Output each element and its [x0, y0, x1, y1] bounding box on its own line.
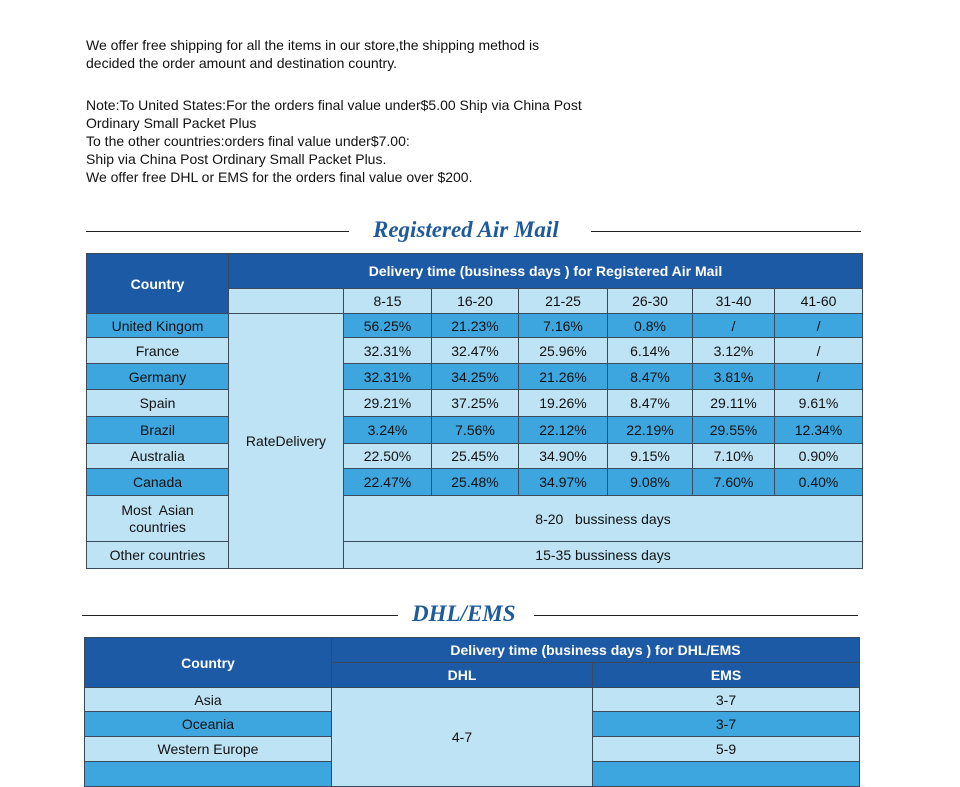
- ems-cell: 3-7: [593, 688, 860, 712]
- rate-cell: 7.56%: [432, 417, 519, 444]
- rate-cell: 22.19%: [608, 417, 693, 444]
- country-cell: United Kingom: [87, 314, 229, 338]
- delivery-header: Delivery time (business days ) for DHL/EMS: [332, 638, 860, 663]
- rate-cell: 6.14%: [608, 338, 693, 364]
- table-row: [87, 496, 863, 542]
- ems-cell: 5-9: [593, 737, 860, 762]
- rate-cell: /: [775, 338, 863, 364]
- range-header: 8-15: [344, 289, 432, 314]
- intro-line: We offer free shipping for all the items in our store,the shipping method is: [86, 37, 540, 53]
- rate-cell: 22.12%: [519, 417, 608, 444]
- note-line: To the other countries:orders final value under$7.00:: [86, 133, 410, 149]
- dhl-value: 4-7: [332, 688, 593, 787]
- rate-cell: 37.25%: [432, 390, 519, 417]
- dhl-column-header: DHL: [332, 663, 593, 688]
- note-line: We offer free DHL or EMS for the orders final value over $200.: [86, 169, 473, 185]
- divider-line: [591, 231, 861, 232]
- rate-delivery-label: RateDelivery: [229, 314, 344, 569]
- country-cell: France: [87, 338, 229, 364]
- dhl-heading: [82, 601, 858, 631]
- divider-line: [534, 615, 858, 616]
- rate-cell: 0.8%: [608, 314, 693, 338]
- rate-cell: 32.31%: [344, 338, 432, 364]
- country-cell-partial: [85, 762, 332, 787]
- asian-line: Most Asian: [121, 501, 194, 518]
- rate-cell: 29.11%: [693, 390, 775, 417]
- country-cell: Canada: [87, 469, 229, 496]
- rate-cell: 32.47%: [432, 338, 519, 364]
- ems-cell-partial: [593, 762, 860, 787]
- rate-cell: 3.24%: [344, 417, 432, 444]
- rate-cell: 3.81%: [693, 364, 775, 390]
- table-row: [87, 542, 863, 569]
- ems-column-header: EMS: [593, 663, 860, 688]
- table-row: [87, 390, 863, 417]
- table-row: [85, 688, 860, 712]
- country-cell: Australia: [87, 444, 229, 469]
- rate-cell: /: [775, 314, 863, 338]
- rate-cell: 29.55%: [693, 417, 775, 444]
- country-header: Country: [85, 638, 332, 688]
- intro-line: decided the order amount and destination country.: [86, 55, 398, 71]
- rate-cell: 7.60%: [693, 469, 775, 496]
- country-cell: Asia: [85, 688, 332, 712]
- divider-line: [82, 615, 398, 616]
- rate-cell: 7.10%: [693, 444, 775, 469]
- airmail-table: [86, 253, 863, 569]
- range-header: 16-20: [432, 289, 519, 314]
- note-line: Ordinary Small Packet Plus: [86, 115, 257, 131]
- table-row: [87, 469, 863, 496]
- rate-cell: 21.26%: [519, 364, 608, 390]
- country-cell-asian: [87, 496, 229, 542]
- rate-cell: 8.47%: [608, 364, 693, 390]
- country-cell: Oceania: [85, 712, 332, 737]
- rate-cell: 0.90%: [775, 444, 863, 469]
- rate-cell: 7.16%: [519, 314, 608, 338]
- rate-cell: 34.25%: [432, 364, 519, 390]
- table-row: [87, 314, 863, 338]
- table-row: [87, 338, 863, 364]
- rate-cell: 22.50%: [344, 444, 432, 469]
- range-header: 26-30: [608, 289, 693, 314]
- ems-cell: 3-7: [593, 712, 860, 737]
- range-header: 21-25: [519, 289, 608, 314]
- rate-cell: 34.90%: [519, 444, 608, 469]
- shipping-note: [86, 96, 582, 186]
- country-cell: Germany: [87, 364, 229, 390]
- dhl-title: DHL/EMS: [412, 601, 516, 626]
- country-cell: Other countries: [87, 542, 229, 569]
- rate-cell: 22.47%: [344, 469, 432, 496]
- other-delivery-value: 15-35 bussiness days: [344, 542, 863, 569]
- asian-line: countries: [129, 518, 186, 535]
- rate-cell: /: [693, 314, 775, 338]
- range-header-blank: [229, 289, 344, 314]
- rate-cell: 12.34%: [775, 417, 863, 444]
- rate-cell: 25.45%: [432, 444, 519, 469]
- rate-cell: 29.21%: [344, 390, 432, 417]
- rate-cell: 25.96%: [519, 338, 608, 364]
- asian-delivery-value: 8-20 bussiness days: [344, 496, 863, 542]
- delivery-header: Delivery time (business days ) for Registered Air Mail: [229, 254, 863, 289]
- rate-cell: 34.97%: [519, 469, 608, 496]
- country-cell: Spain: [87, 390, 229, 417]
- airmail-title: Registered Air Mail: [373, 217, 559, 242]
- table-row: [87, 444, 863, 469]
- rate-cell: 0.40%: [775, 469, 863, 496]
- rate-cell: 56.25%: [344, 314, 432, 338]
- rate-cell: 9.61%: [775, 390, 863, 417]
- country-cell: Western Europe: [85, 737, 332, 762]
- country-header: Country: [87, 254, 229, 314]
- intro-text: [86, 36, 539, 72]
- rate-cell: /: [775, 364, 863, 390]
- table-row: [87, 364, 863, 390]
- rate-cell: 9.15%: [608, 444, 693, 469]
- range-header: 31-40: [693, 289, 775, 314]
- rate-cell: 32.31%: [344, 364, 432, 390]
- rate-cell: 9.08%: [608, 469, 693, 496]
- rate-cell: 21.23%: [432, 314, 519, 338]
- table-row: [87, 417, 863, 444]
- range-header: 41-60: [775, 289, 863, 314]
- rate-cell: 19.26%: [519, 390, 608, 417]
- country-cell: Brazil: [87, 417, 229, 444]
- note-line: Note:To United States:For the orders final value under$5.00 Ship via China Post: [86, 97, 582, 113]
- rate-cell: 3.12%: [693, 338, 775, 364]
- rate-cell: 25.48%: [432, 469, 519, 496]
- airmail-heading: [86, 217, 861, 247]
- note-line: Ship via China Post Ordinary Small Packet Plus.: [86, 151, 387, 167]
- divider-line: [86, 231, 349, 232]
- rate-cell: 8.47%: [608, 390, 693, 417]
- dhl-table: [84, 637, 860, 787]
